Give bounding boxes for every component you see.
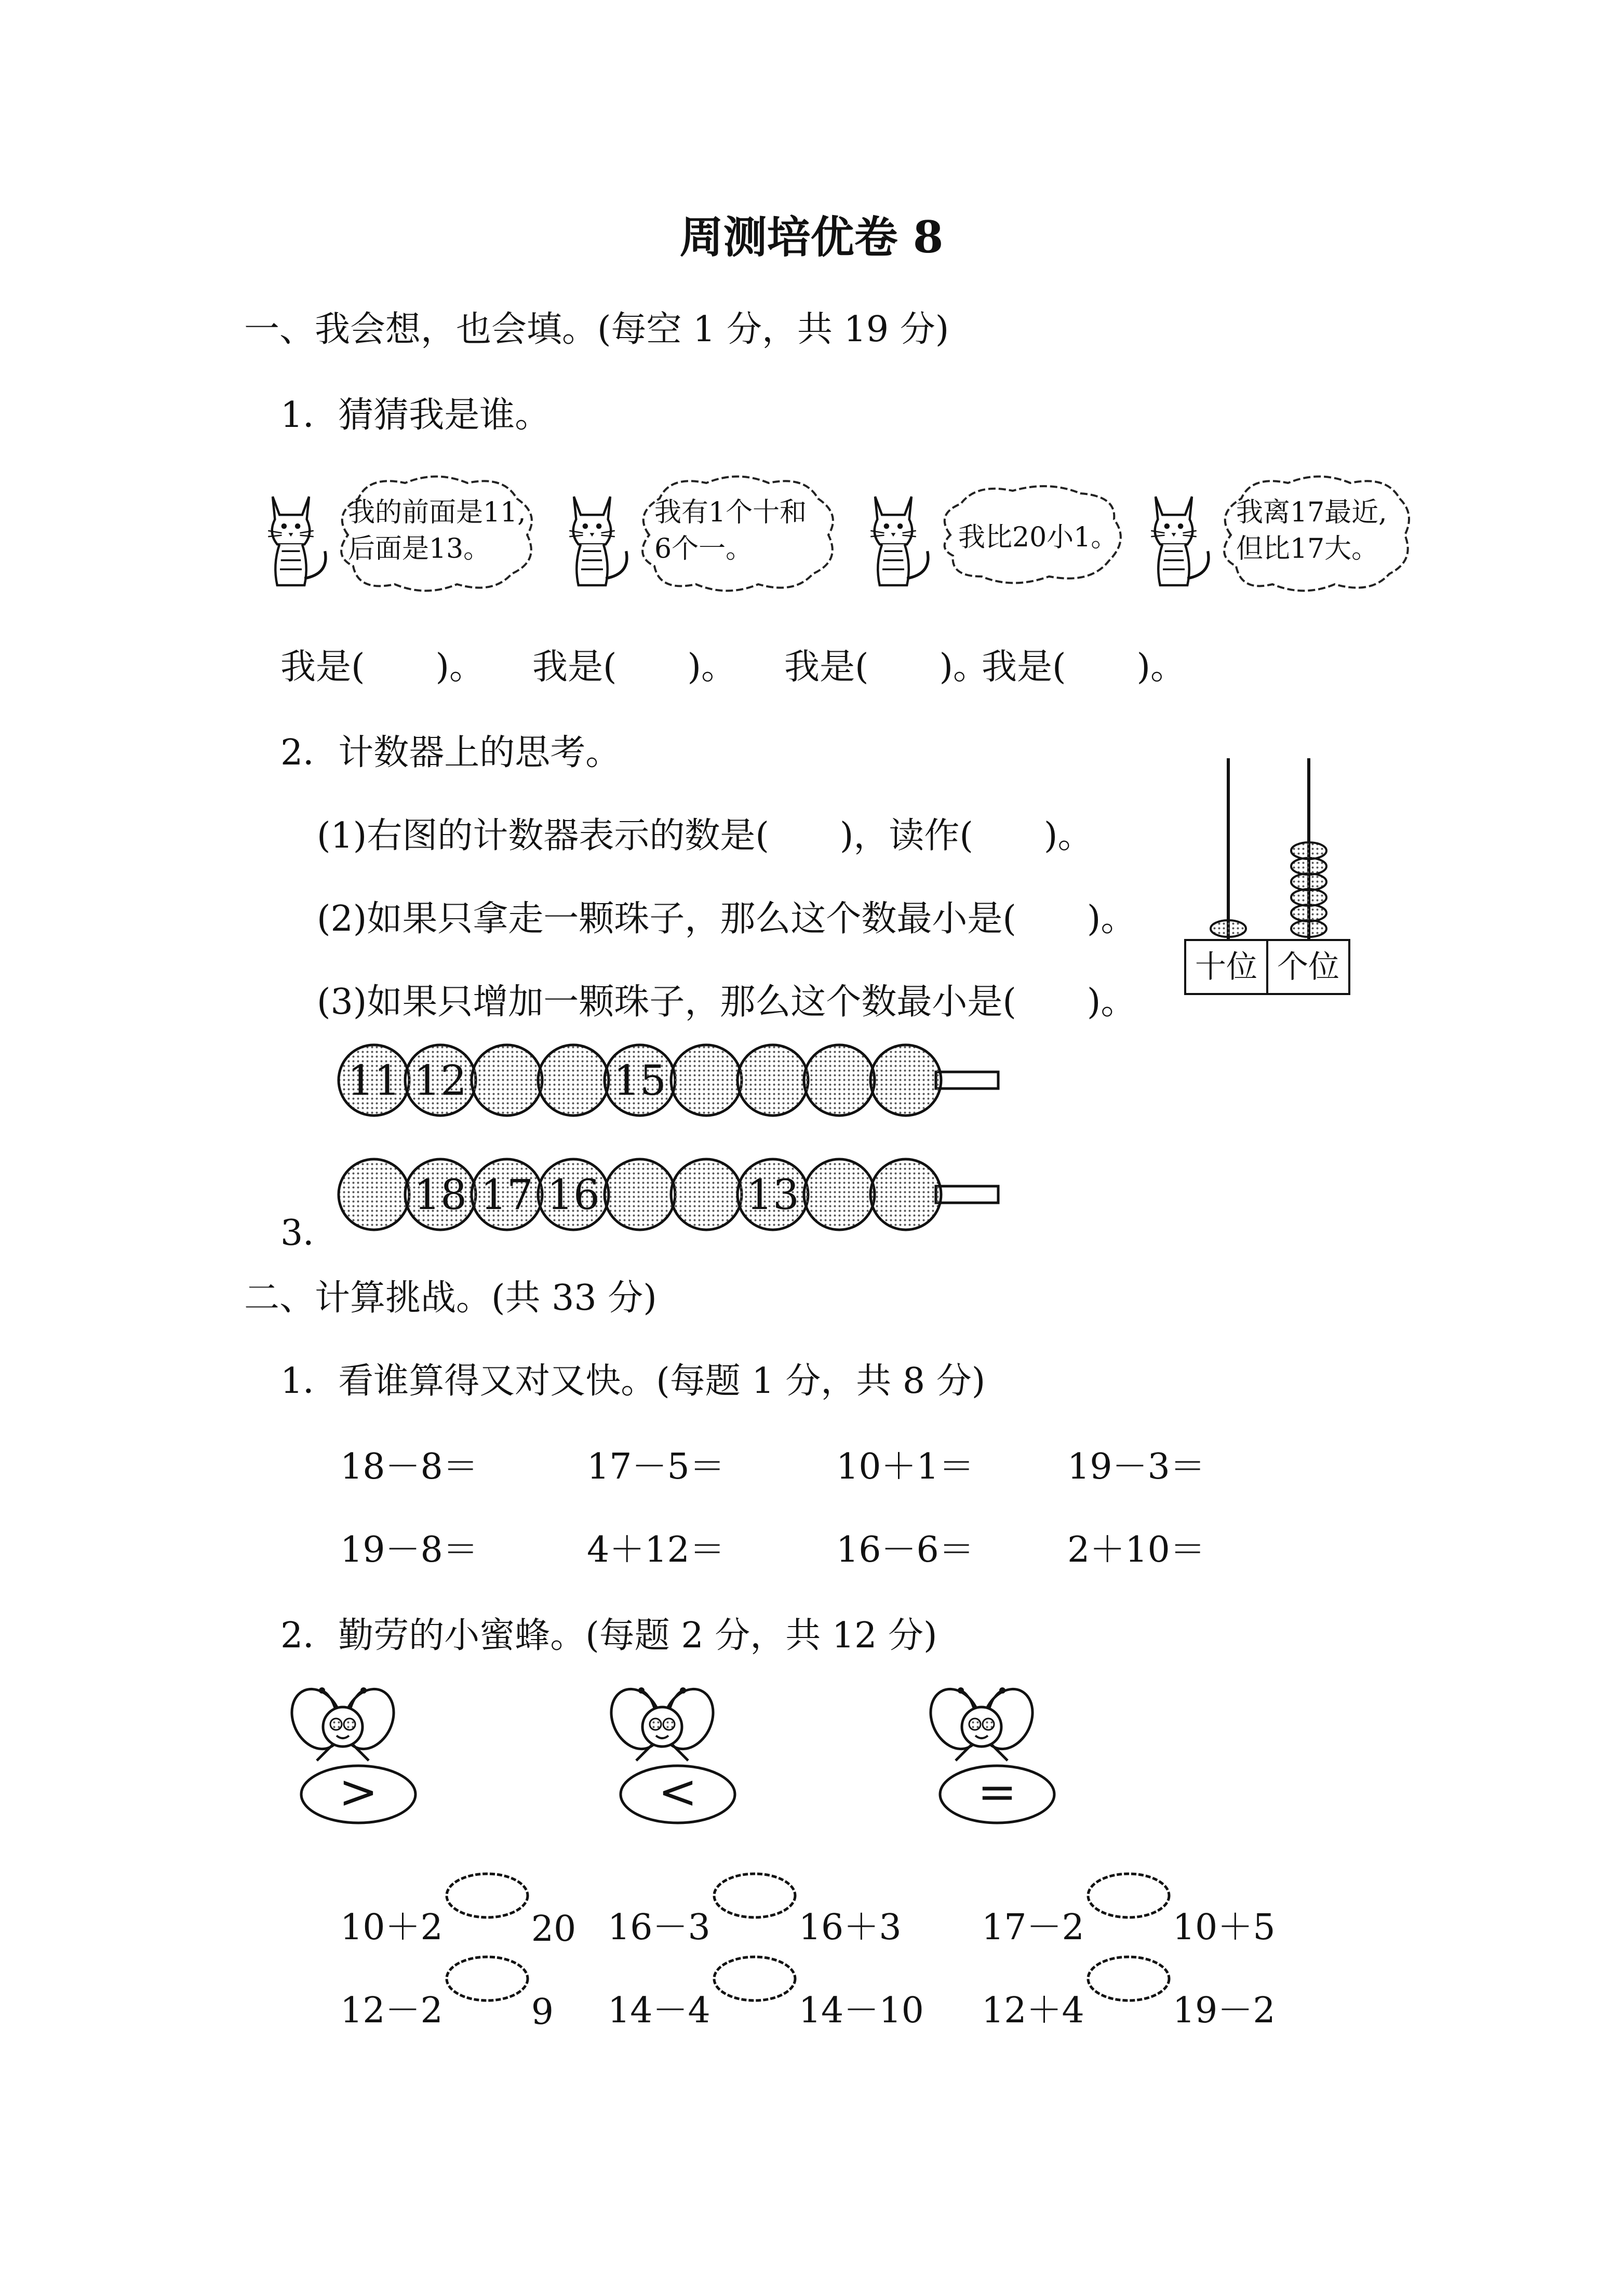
bead-number: 17 bbox=[480, 1171, 533, 1219]
calc-2-2[interactable]: 4＋12＝ bbox=[587, 1529, 725, 1570]
abacus bbox=[1184, 753, 1350, 1002]
q2-label: 2．计数器上的思考。 bbox=[280, 732, 621, 773]
bead-row-1 bbox=[339, 1045, 998, 1116]
calc-1-3[interactable]: 10＋1＝ bbox=[836, 1446, 974, 1487]
bead bbox=[538, 1045, 609, 1116]
ones-bead bbox=[1291, 858, 1326, 875]
bead bbox=[804, 1159, 875, 1230]
string-end bbox=[936, 1072, 998, 1089]
ones-place-label: 个位 bbox=[1277, 949, 1339, 985]
answer-oval[interactable] bbox=[1084, 1953, 1173, 2025]
bead bbox=[870, 1045, 941, 1116]
bead bbox=[339, 1159, 409, 1230]
abacus-rods bbox=[1184, 753, 1350, 940]
cat-icon bbox=[1127, 483, 1220, 592]
bead bbox=[472, 1045, 542, 1116]
bubble-1-text bbox=[348, 494, 526, 567]
tens-beads bbox=[1211, 920, 1246, 937]
calc-2-1[interactable]: 19－8＝ bbox=[340, 1529, 478, 1570]
bubble-2-line-2: 6个一。 bbox=[654, 533, 753, 565]
bee-greater bbox=[280, 1683, 426, 1838]
tens-bead bbox=[1211, 920, 1246, 937]
bubble-3-text bbox=[958, 519, 1118, 556]
comparison-item bbox=[340, 1870, 576, 1950]
bead bbox=[737, 1045, 808, 1116]
calc-1-1[interactable]: 18－8＝ bbox=[340, 1446, 478, 1487]
comparison-item bbox=[608, 1953, 924, 2033]
answer-oval[interactable] bbox=[1084, 1870, 1173, 1942]
comparison-right: 19－2 bbox=[1172, 1990, 1276, 2031]
comparison-right: 16＋3 bbox=[798, 1907, 902, 1948]
comparison-right: 14－10 bbox=[798, 1990, 924, 2031]
answer-oval[interactable] bbox=[443, 1953, 531, 2025]
answer-1[interactable]: 我是( )。 bbox=[280, 647, 485, 688]
bubble-4-line-1: 我离17最近, bbox=[1236, 497, 1387, 528]
ones-bead bbox=[1291, 842, 1326, 859]
comparison-right: 20 bbox=[531, 1909, 576, 1950]
answer-oval[interactable] bbox=[710, 1870, 799, 1942]
comparison-item bbox=[340, 1953, 554, 2033]
s2-q2-label: 2．勤劳的小蜜蜂。(每题 2 分，共 12 分) bbox=[280, 1615, 937, 1656]
bead bbox=[804, 1045, 875, 1116]
q1-label: 1．猜猜我是谁。 bbox=[280, 395, 551, 436]
string-end bbox=[936, 1186, 998, 1203]
answer-oval[interactable] bbox=[443, 1870, 531, 1942]
comparison-left: 12＋4 bbox=[982, 1990, 1084, 2031]
cat-icon bbox=[545, 483, 639, 592]
comparison-left: 14－4 bbox=[608, 1990, 710, 2031]
ones-bead bbox=[1291, 920, 1326, 937]
bee-equal bbox=[919, 1683, 1065, 1838]
bubble-1-line-1: 我的前面是11, bbox=[348, 497, 526, 528]
bubble-2-line-1: 我有1个十和 bbox=[654, 497, 807, 528]
tens-place-label: 十位 bbox=[1186, 941, 1268, 993]
comparison-item bbox=[608, 1870, 902, 1950]
section-2-heading: 二、计算挑战。(共 33 分) bbox=[244, 1278, 657, 1319]
q3-label: 3． bbox=[280, 1213, 339, 1254]
bead-number: 18 bbox=[414, 1171, 467, 1219]
bead-number: 13 bbox=[746, 1171, 799, 1219]
comparison-item bbox=[982, 1953, 1276, 2033]
section-1-heading: 一、我会想，也会填。(每空 1 分，共 19 分) bbox=[244, 309, 949, 350]
bead-number: 11 bbox=[347, 1056, 400, 1105]
abacus-base bbox=[1184, 939, 1350, 995]
comparison-right: 9 bbox=[531, 1992, 554, 2033]
comparison-right: 10＋5 bbox=[1172, 1907, 1276, 1948]
q2-item-2: (2)如果只拿走一颗珠子，那么这个数最小是( )。 bbox=[317, 898, 1136, 939]
bead bbox=[605, 1159, 675, 1230]
comparison-left: 17－2 bbox=[982, 1907, 1084, 1948]
bead bbox=[671, 1159, 742, 1230]
bead-row-2 bbox=[339, 1159, 998, 1230]
answer-oval[interactable] bbox=[710, 1953, 799, 2025]
answer-4[interactable]: 我是( )。 bbox=[982, 647, 1186, 688]
comparison-left: 10＋2 bbox=[340, 1907, 443, 1948]
calc-2-3[interactable]: 16－6＝ bbox=[836, 1529, 974, 1570]
comparison-left: 12－2 bbox=[340, 1990, 443, 2031]
cat-icon bbox=[847, 483, 940, 592]
ones-beads bbox=[1291, 842, 1326, 937]
ones-bead bbox=[1291, 889, 1326, 906]
less-sign: < bbox=[658, 1765, 698, 1819]
bead-strings bbox=[332, 1031, 1049, 1249]
ones-bead bbox=[1291, 905, 1326, 921]
calc-1-2[interactable]: 17－5＝ bbox=[587, 1446, 725, 1487]
answer-2[interactable]: 我是( )。 bbox=[532, 647, 737, 688]
calc-1-4[interactable]: 19－3＝ bbox=[1067, 1446, 1205, 1487]
bubble-4-text bbox=[1236, 494, 1387, 567]
bead bbox=[870, 1159, 941, 1230]
page-title: 周测培优卷 8 bbox=[679, 211, 944, 263]
comparison-left: 16－3 bbox=[608, 1907, 710, 1948]
q2-item-1: (1)右图的计数器表示的数是( )，读作( )。 bbox=[317, 815, 1093, 856]
cat-bubbles-row bbox=[244, 467, 1397, 602]
comparison-item bbox=[982, 1870, 1276, 1950]
bubble-1-line-2: 后面是13。 bbox=[348, 533, 491, 565]
bubble-3-line-1: 我比20小1。 bbox=[958, 522, 1118, 553]
greater-sign: > bbox=[339, 1765, 378, 1819]
equal-sign: = bbox=[977, 1765, 1017, 1819]
calc-2-4[interactable]: 2＋10＝ bbox=[1067, 1529, 1205, 1570]
ones-bead bbox=[1291, 874, 1326, 890]
bubble-2-text bbox=[654, 494, 807, 567]
bead bbox=[671, 1045, 742, 1116]
answer-3[interactable]: 我是( )。 bbox=[784, 647, 989, 688]
bead-number: 16 bbox=[547, 1171, 600, 1219]
s2-q1-label: 1．看谁算得又对又快。(每题 1 分，共 8 分) bbox=[280, 1361, 986, 1402]
bee-less bbox=[600, 1683, 745, 1838]
bead-number: 12 bbox=[414, 1056, 467, 1105]
bead-number: 15 bbox=[613, 1056, 666, 1105]
bubble-4-line-2: 但比17大。 bbox=[1236, 533, 1379, 565]
q2-item-3: (3)如果只增加一颗珠子，那么这个数最小是( )。 bbox=[317, 982, 1136, 1023]
cat-icon bbox=[244, 483, 338, 592]
